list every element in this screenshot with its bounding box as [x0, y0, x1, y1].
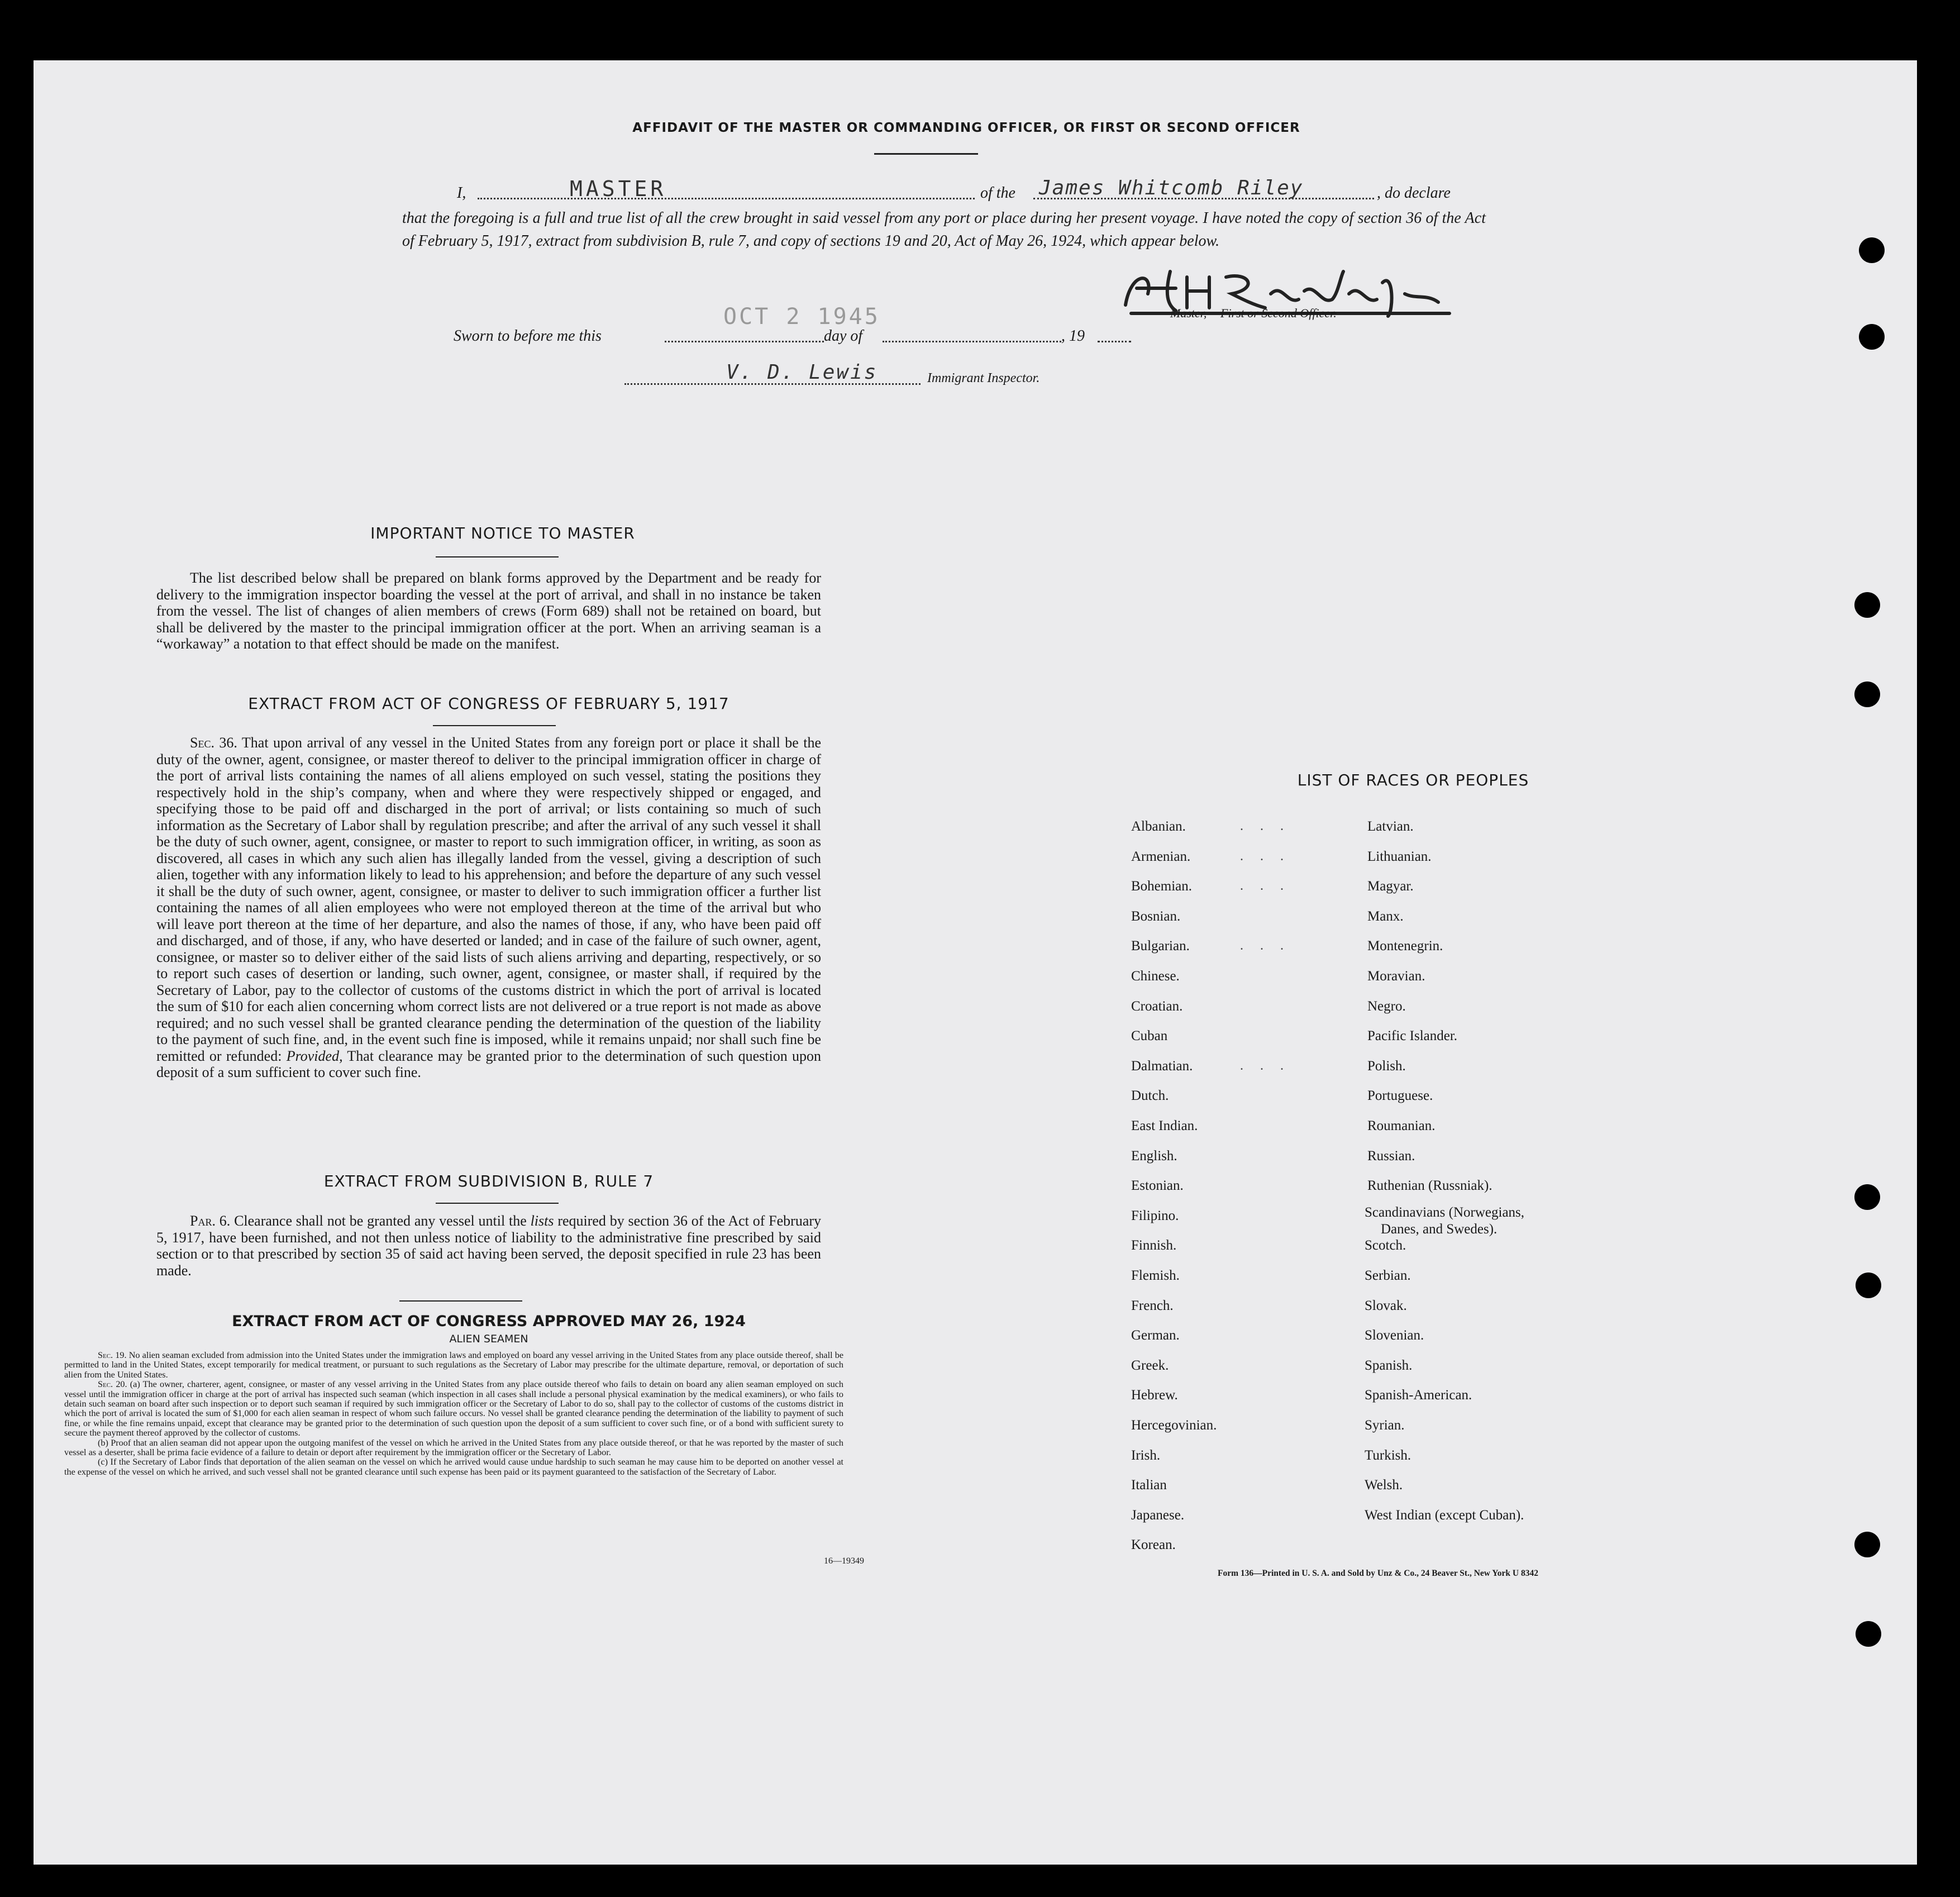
race-item: Slovak.: [1365, 1298, 1407, 1313]
race-item: Serbian.: [1365, 1268, 1411, 1283]
sec20-label: Sec. 20.: [98, 1379, 127, 1390]
leader-dots: . . .: [1240, 849, 1290, 864]
affidavit-i: I,: [457, 184, 466, 202]
officer-caption-struck: First or Second Officer.: [1220, 306, 1337, 320]
race-item: English.: [1131, 1148, 1177, 1164]
rule7-text-a: Clearance shall not be granted any vessel until the: [234, 1213, 527, 1229]
year-prefix: , 19: [1061, 327, 1085, 345]
title-divider: [874, 153, 978, 155]
race-item: Bulgarian.: [1131, 938, 1190, 954]
document-page: [34, 60, 1917, 1865]
date-stamp: OCT 2 1945: [723, 304, 880, 330]
leader-dots: . . .: [1240, 819, 1290, 833]
leader-dots: . . .: [1240, 938, 1290, 954]
race-item: Magyar.: [1367, 879, 1414, 894]
master-handwritten: MASTER: [570, 177, 667, 201]
race-item: Moravian.: [1367, 969, 1425, 984]
proviso-label: Provided,: [286, 1047, 343, 1064]
rule7-title: EXTRACT FROM SUBDIVISION B, RULE 7: [323, 1172, 654, 1190]
race-item: Montenegrin.: [1367, 938, 1443, 954]
extract-1924-text: [64, 1351, 843, 1477]
notice-title: IMPORTANT NOTICE TO MASTER: [370, 524, 635, 542]
affidavit-body: that the foregoing is a full and true list of all the crew brought in said vessel from any port or place during her present voyage. I have noted the copy of section 36 of the Act of February 5, 1917, extract from subdivision B, rule 7, and copy of sections 19 and 20, Act of May 26, 1924, which appear below.: [402, 209, 1486, 250]
race-item: Dalmatian.: [1131, 1058, 1193, 1074]
sworn-text: Sworn to before me this: [454, 327, 602, 345]
sec36-text: That upon arrival of any vessel in the United States from any foreign port or place it shall be the duty of the owner, agent, consignee, or master thereof to deliver to the principal immigration officer in charge of the port of arrival lists containing the names of all aliens employed on such vessel, stating the positions they respectively hold in the ship’s company, when and where they were respectively shipped or engaged, and specifying those to be paid off and discharged in the port of arrival; or lists containing so much of such information as the Secretary of Labor shall by regulation prescribe; and after the arrival of any such vessel it shall be the duty of such owner, agent, consignee, or master to report to such immigration officer, in writing, as soon as discovered, all cases in which any such alien has illegally landed from the vessel, giving a description of such alien, together with any information likely to lead to his apprehension; and before the departure of any such vessel it shall be the duty of such owner, agent, consignee, or master to deliver to such immigration officer a further list containing the names of all alien employees who were not employed thereon at the time of the arrival but who will leave port thereon at the time of her departure, and also the names of those, if any, who have been paid off and discharged, and of those, if any, who have deserted or landed; and in case of the failure of such owner, agent, consignee, or master so to deliver either of the said lists of such aliens arriving and departing, respectively, or so to report such cases of desertion or landing, such owner, agent, consignee, or master shall, if required by the Secretary of Labor, pay to the collector of customs of the customs district in which the port of arrival is located the sum of $10 for each alien concerning whom correct lists are not delivered or a true report is not made as above required; and no such vessel shall be granted clearance pending the determination of the question of the liability to the payment of such fine, and, in the event such fine is imposed, while it remains unpaid; nor shall such fine be remitted or refunded:: [156, 735, 821, 1064]
sec19-paragraph: [64, 1351, 843, 1380]
extract-1917-title: EXTRACT FROM ACT OF CONGRESS OF FEBRUARY 5, 1917: [248, 694, 729, 713]
race-item: Greek.: [1131, 1357, 1169, 1373]
race-item: Russian.: [1367, 1148, 1415, 1164]
race-item: Welsh.: [1365, 1477, 1403, 1493]
sec19-text: No alien seaman excluded from admission into the United States under the immigration laws and employed on board any vessel arriving in the United States from any place outside thereof, shall be permitted to land in the United States, except temporarily for medical treatment, or pursuant to such regulations as the Secretary of Labor may prescribe for the ultimate departure, removal, or deportation of such alien from the United States.: [64, 1350, 844, 1380]
race-item: Lithuanian.: [1367, 849, 1432, 864]
race-item: Negro.: [1367, 998, 1406, 1014]
day-blank-line: [665, 341, 824, 342]
race-item: Japanese.: [1131, 1507, 1185, 1523]
race-item: Albanian.: [1131, 819, 1186, 834]
race-item: Polish.: [1367, 1058, 1406, 1074]
binder-hole: [1859, 324, 1885, 350]
extract-1924-divider: [399, 1300, 522, 1302]
race-item: Cuban: [1131, 1028, 1168, 1044]
race-item: Hercegovinian.: [1131, 1418, 1217, 1433]
race-item: West Indian (except Cuban).: [1365, 1507, 1524, 1523]
inspector-caption: Immigrant Inspector.: [927, 371, 1040, 385]
binder-hole: [1854, 1532, 1880, 1557]
binder-hole: [1854, 681, 1880, 707]
race-item: German.: [1131, 1328, 1180, 1343]
form-footer: Form 136—Printed in U. S. A. and Sold by Unz & Co., 24 Beaver St., New York U 8342: [1218, 1569, 1538, 1578]
leader-dots: . . .: [1240, 879, 1290, 894]
affidavit-of-the: of the: [980, 184, 1015, 202]
race-item: Italian: [1131, 1477, 1167, 1493]
sec20c-text: (c) If the Secretary of Labor finds that deportation of the alien seaman on the vessel on which he arrived would cause undue hardship to such seaman he may cause him to be deported on another vessel at the expense of the vessel on which he arrived, and such vessel shall not be granted clearance until such expense has been paid or its payment guaranteed to the satisfaction of the Secretary of Labor.: [64, 1457, 843, 1477]
do-declare: , do declare: [1377, 184, 1451, 202]
race-item: Slovenian.: [1365, 1328, 1424, 1343]
race-item: Hebrew.: [1131, 1388, 1178, 1403]
race-item: Ruthenian (Russniak).: [1367, 1178, 1492, 1194]
race-item: Dutch.: [1131, 1088, 1169, 1104]
extract-1924-title: EXTRACT FROM ACT OF CONGRESS APPROVED MAY 26, 1924: [232, 1313, 746, 1330]
rule7-text-b: required by section 36 of the Act of February 5, 1917, have been furnished, and not then unless notice of liability to the administrative fine prescribed by said section or to that prescribed by section 35 of said act having been served, the deposit specified in rule 23 has been made.: [156, 1213, 822, 1279]
sec20b-text: (b) Proof that an alien seaman did not appear upon the outgoing manifest of the vessel on which he arrived in the United States from any place outside thereof, or that he was reported by the master of such vessel as a deserter, shall be prima facie evidence of a failure to detain or deport after requirement by the immigration officer or the Secretary of Labor.: [64, 1437, 843, 1458]
race-item: Syrian.: [1365, 1418, 1405, 1433]
notice-text: The list described below shall be prepared on blank forms approved by the Department and be ready for delivery to the immigration inspector boarding the vessel at the port of arrival, and shall in no instance be taken from the vessel. The list of changes of alien members of crews (Form 689) shall not be retained on board, but shall be delivered by the master to the principal immigration officer at the port. When an arriving seaman is a “workaway” a notation to that effect should be made on the manifest.: [156, 570, 821, 652]
sec19-label: Sec. 19.: [98, 1350, 127, 1360]
notice-divider: [436, 556, 559, 557]
race-item: Estonian.: [1131, 1178, 1184, 1194]
sec36-label: Sec. 36.: [190, 735, 237, 751]
binder-hole: [1854, 1184, 1880, 1210]
race-item: Flemish.: [1131, 1268, 1180, 1283]
rule7-lists-word: lists: [530, 1213, 554, 1229]
vessel-handwritten: James Whitcomb Riley: [1039, 177, 1304, 199]
race-item: Spanish-American.: [1365, 1388, 1472, 1403]
extract-1917-text: [156, 735, 821, 1081]
par6-label: Par. 6.: [190, 1213, 231, 1229]
year-blank-line: [1098, 341, 1131, 342]
rule7-text: [156, 1213, 821, 1279]
race-item: Bosnian.: [1131, 908, 1181, 924]
form-code: 16—19349: [824, 1556, 864, 1566]
sec20a-text: (a) The owner, charterer, agent, consignee, or master of any vessel arriving in the United States from any place outside thereof who fails to detain on board any alien seaman employed on such vessel until the immigration officer in charge at the port of arrival has inspected such seaman (which inspection in all cases shall include a personal physical examination by the medical examiners), or who fails to detain such seaman on board after such inspection or to deport such seaman if required by such immigration officer or the Secretary of Labor to do so, shall pay to the collector of customs of the customs district in which the port of arrival is located the sum of $1,000 for each alien seaman in respect of whom such failure occurs. No vessel shall be granted clearance pending the determination of the liability to payment of such fine, or while the fine remains unpaid, except that clearance may be granted prior to the determination of such question upon the deposit of a sum sufficient to cover such fine, or of a bond with sufficient surety to secure the payment thereof approved by the collector of customs.: [64, 1379, 843, 1438]
race-item: Irish.: [1131, 1447, 1161, 1463]
race-item: Armenian.: [1131, 849, 1191, 864]
race-item: Roumanian.: [1367, 1118, 1436, 1133]
race-item: Spanish.: [1365, 1357, 1413, 1373]
extract-1924-subtitle: ALIEN SEAMEN: [449, 1333, 528, 1345]
race-item: Croatian.: [1131, 998, 1183, 1014]
affidavit-title: AFFIDAVIT OF THE MASTER OR COMMANDING OFFICER, OR FIRST OR SECOND OFFICER: [632, 121, 1300, 135]
leader-dots: . . .: [1240, 1058, 1290, 1073]
race-item: Turkish.: [1365, 1447, 1411, 1463]
proviso-text: That clearance may be granted prior to the determination of such question upon deposit of a sum sufficient to cover such fine.: [156, 1047, 822, 1080]
sec20a-paragraph: [64, 1380, 843, 1438]
race-item: Scotch.: [1365, 1238, 1406, 1253]
binder-hole: [1859, 237, 1885, 263]
extract-1917-divider: [433, 725, 556, 726]
races-title: LIST OF RACES OR PEOPLES: [1297, 771, 1529, 789]
race-item: East Indian.: [1131, 1118, 1198, 1133]
binder-hole: [1854, 592, 1880, 618]
binder-hole: [1856, 1272, 1881, 1298]
race-item: Filipino.: [1131, 1208, 1179, 1223]
race-item: Manx.: [1367, 908, 1404, 924]
day-of-text: day of: [824, 327, 863, 345]
race-item: Korean.: [1131, 1537, 1176, 1553]
binder-hole: [1856, 1621, 1881, 1647]
race-item: Bohemian.: [1131, 879, 1193, 894]
race-item: Latvian.: [1367, 819, 1414, 834]
race-item: Finnish.: [1131, 1238, 1177, 1253]
race-item: Chinese.: [1131, 969, 1180, 984]
race-item: Danes, and Swedes).: [1381, 1221, 1498, 1237]
race-item: French.: [1131, 1298, 1174, 1313]
race-item: Portuguese.: [1367, 1088, 1433, 1104]
race-item: Scandinavians (Norwegians,: [1365, 1204, 1525, 1220]
month-blank-line: [883, 341, 1061, 342]
rule7-divider: [436, 1203, 559, 1204]
master-caption: Master,: [1170, 306, 1207, 320]
race-item: Pacific Islander.: [1367, 1028, 1458, 1044]
inspector-handwritten: V. D. Lewis: [726, 361, 878, 384]
master-blank-line: [478, 198, 975, 199]
